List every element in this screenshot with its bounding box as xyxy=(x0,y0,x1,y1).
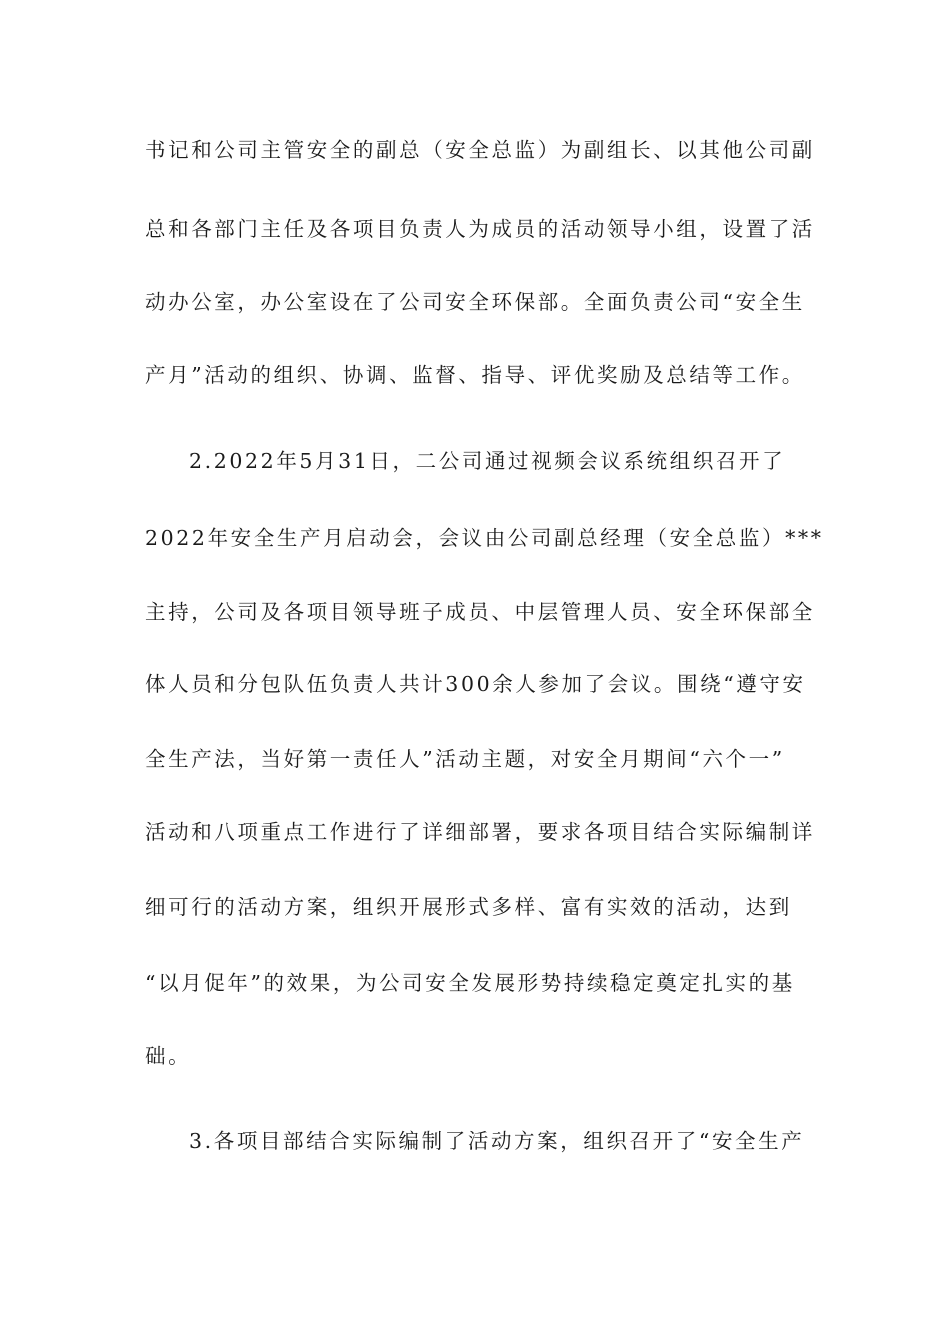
text-line: 总和各部门主任及各项目负责人为成员的活动领导小组，设置了活 xyxy=(145,217,815,241)
text-line: 体人员和分包队伍负责人共计300余人参加了会议。围绕“遵守安 xyxy=(145,672,806,696)
text-line: 书记和公司主管安全的副总（安全总监）为副组长、以其他公司副 xyxy=(145,138,815,162)
text-line: 础。 xyxy=(145,1044,192,1068)
paragraph-start-line: 2.2022年5月31日，二公司通过视频会议系统组织召开了 xyxy=(189,449,786,473)
text-line: 主持，公司及各项目领导班子成员、中层管理人员、安全环保部全 xyxy=(145,600,815,624)
text-line: 细可行的活动方案，组织开展形式多样、富有实效的活动，达到 xyxy=(145,895,792,919)
text-line: “以月促年”的效果，为公司安全发展形势持续稳定奠定扎实的基 xyxy=(145,971,795,995)
text-line: 全生产法，当好第一责任人”活动主题，对安全月期间“六个一” xyxy=(145,747,785,771)
paragraph-start-line: 3.各项目部结合实际编制了活动方案，组织召开了“安全生产 xyxy=(189,1129,805,1153)
text-line: 动办公室，办公室设在了公司安全环保部。全面负责公司“安全生 xyxy=(145,290,805,314)
text-line: 活动和八项重点工作进行了详细部署，要求各项目结合实际编制详 xyxy=(145,820,815,844)
text-line: 2022年安全生产月启动会，会议由公司副总经理（安全总监）*** xyxy=(145,526,824,550)
text-line: 产月”活动的组织、协调、监督、指导、评优奖励及总结等工作。 xyxy=(145,363,805,387)
